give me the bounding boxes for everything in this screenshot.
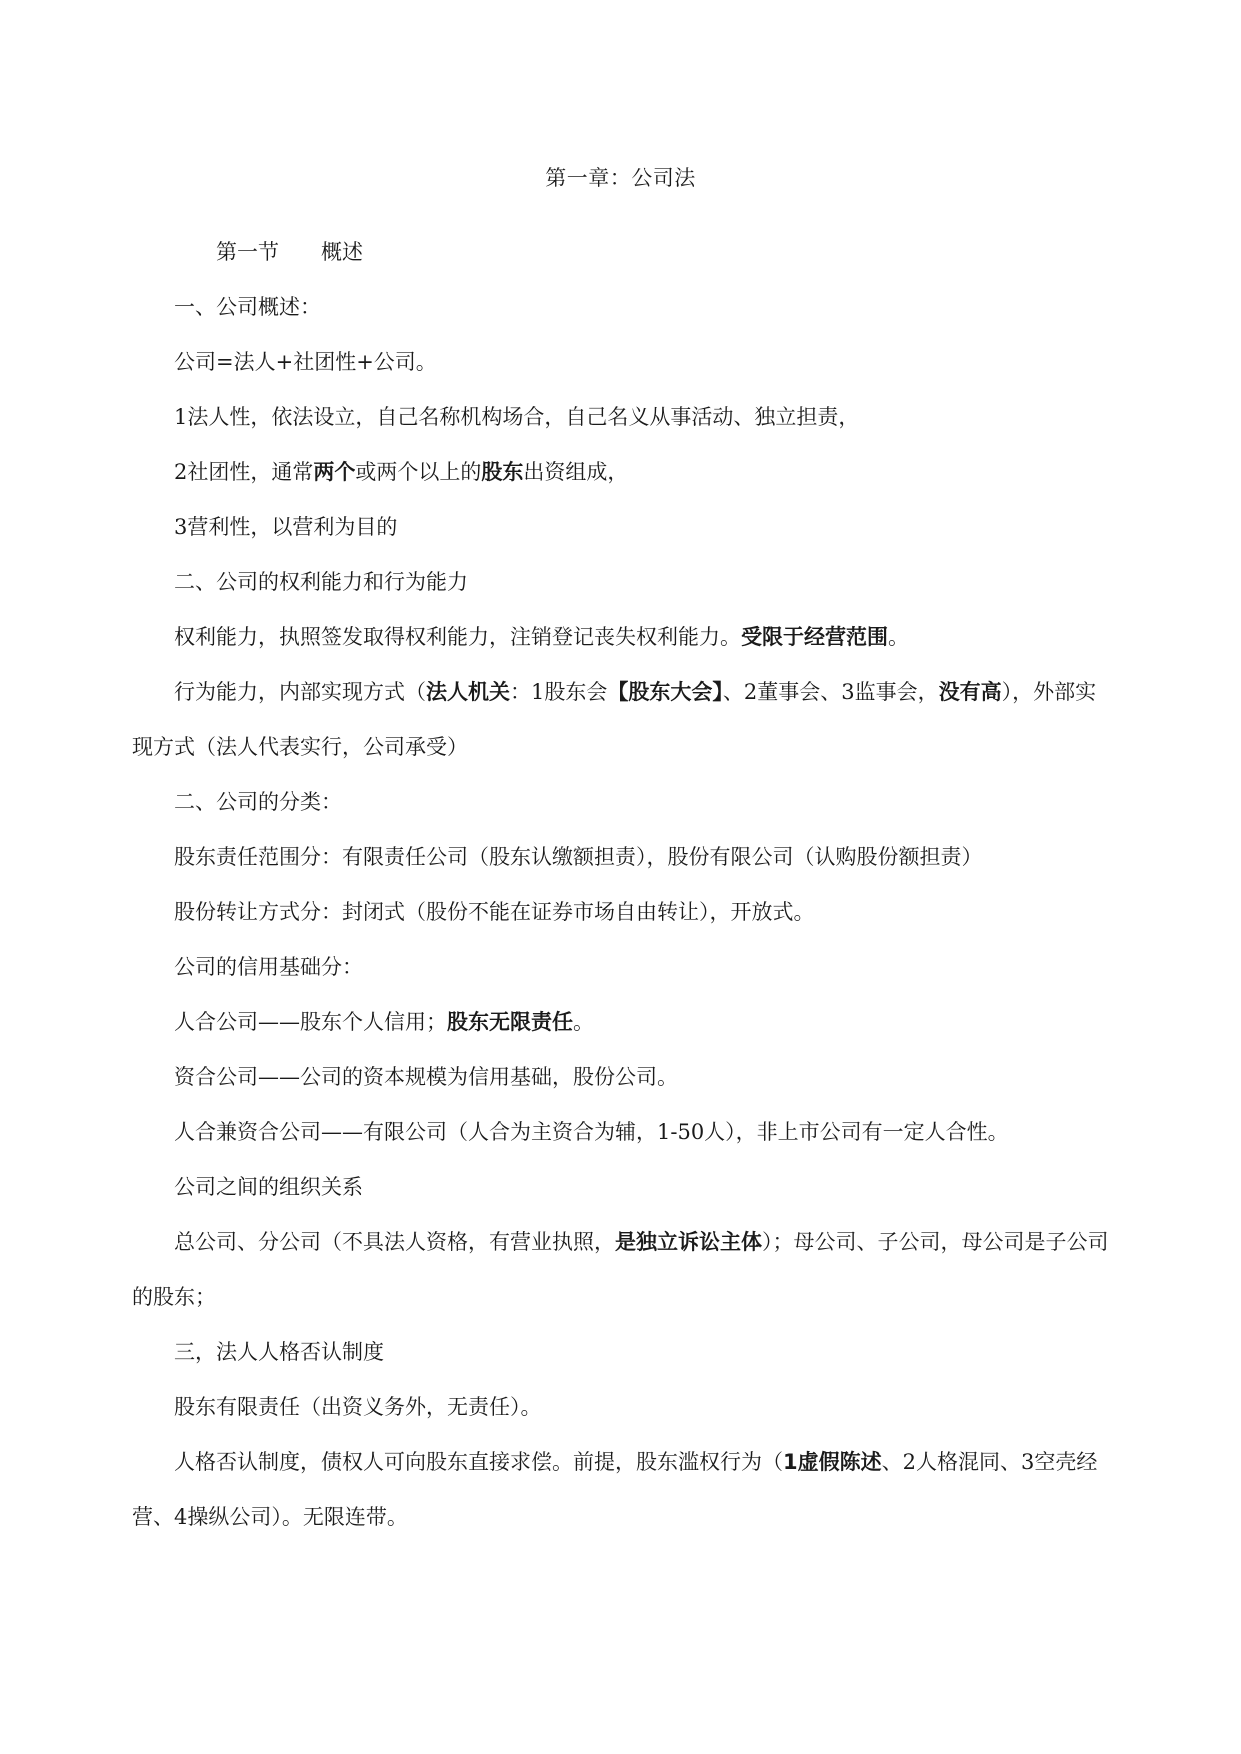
text-run: 人格否认制度，债权人可向股东直接求偿。前提，股东滥权行为（ <box>174 1450 783 1474</box>
text-run: 1法人性，依法设立，自己名称机构场合，自己名义从事活动、独立担责， <box>174 405 860 429</box>
paragraph <box>132 390 1112 445</box>
paragraph <box>132 1050 1112 1105</box>
text-run: 股东有限责任（出资义务外，无责任）。 <box>174 1395 542 1419</box>
text-run: 行为能力，内部实现方式（ <box>174 680 426 704</box>
text-run: 。 <box>888 625 909 649</box>
bold-text: 法人机关 <box>426 680 510 704</box>
paragraph <box>132 830 1112 885</box>
text-run: 三，法人人格否认制度 <box>174 1340 384 1364</box>
text-run: 一、公司概述： <box>174 295 321 319</box>
text-run: 股东责任范围分：有限责任公司（股东认缴额担责），股份有限公司（认购股份额担责） <box>174 845 983 869</box>
bold-text: 受限于经营范围 <box>741 625 888 649</box>
text-run: 公司=法人+社团性+公司。 <box>174 350 437 374</box>
text-run: 公司之间的组织关系 <box>174 1175 363 1199</box>
text-run: ），外部实现方式（法人代表实行，公司承受） <box>132 680 1097 759</box>
paragraph <box>132 1380 1112 1435</box>
paragraph <box>132 555 1112 610</box>
paragraph <box>132 995 1112 1050</box>
bold-text: 没有高 <box>938 680 1002 704</box>
section-name: 概述 <box>321 240 363 264</box>
paragraph <box>132 335 1112 390</box>
paragraph <box>132 445 1112 500</box>
chapter-title: 第一章：公司法 <box>545 166 696 190</box>
bold-text: 是独立诉讼主体 <box>615 1230 762 1254</box>
text-run: 或两个以上的 <box>355 460 482 484</box>
bold-text: 股东无限责任 <box>447 1010 573 1034</box>
text-run: 人合公司——股东个人信用； <box>174 1010 447 1034</box>
text-run: 资合公司——公司的资本规模为信用基础，股份公司。 <box>174 1065 678 1089</box>
paragraph <box>132 885 1112 940</box>
text-run: ）；母公司、子公司，母公司是子公司的股东； <box>132 1230 1109 1309</box>
bold-text: 1虚假陈述 <box>783 1450 882 1474</box>
paragraph <box>132 1215 1112 1325</box>
text-run: ：1股东会 <box>510 680 608 704</box>
text-run: 股份转让方式分：封闭式（股份不能在证券市场自由转让），开放式。 <box>174 900 815 924</box>
paragraph <box>132 1325 1112 1380</box>
section-label: 第一节 <box>216 240 279 264</box>
text-run: 出资组成， <box>523 460 629 484</box>
text-run: 总公司、分公司（不具法人资格，有营业执照， <box>174 1230 615 1254</box>
text-run: 2社团性，通常 <box>174 460 314 484</box>
document-body <box>132 225 1112 1545</box>
text-run: 、2董事会、3监事会， <box>722 680 939 704</box>
paragraph <box>132 1435 1112 1545</box>
text-run: 3营利性，以营利为目的 <box>174 515 398 539</box>
text-run: 人合兼资合公司——有限公司（人合为主资合为辅，1-50人），非上市公司有一定人合性。 <box>174 1120 1009 1144</box>
paragraph <box>132 1105 1112 1160</box>
bold-text: 股东 <box>481 460 524 484</box>
paragraph <box>132 1160 1112 1215</box>
paragraph <box>132 500 1112 555</box>
text-run: 。 <box>573 1010 594 1034</box>
paragraph <box>132 280 1112 335</box>
bold-text: 【股东大会】 <box>607 680 723 704</box>
text-run: 二、公司的分类： <box>174 790 342 814</box>
paragraph <box>132 610 1112 665</box>
paragraph-list <box>132 280 1112 1545</box>
bold-text: 两个 <box>313 460 356 484</box>
section-heading <box>132 225 1112 280</box>
text-run: 、2人格混同、3空壳经营、4操纵公司）。无限连带。 <box>132 1450 1098 1529</box>
text-run: 权利能力，执照签发取得权利能力，注销登记丧失权利能力。 <box>174 625 741 649</box>
text-run: 二、公司的权利能力和行为能力 <box>174 570 468 594</box>
text-run: 公司的信用基础分： <box>174 955 363 979</box>
paragraph <box>132 665 1112 775</box>
paragraph <box>132 775 1112 830</box>
paragraph <box>132 940 1112 995</box>
